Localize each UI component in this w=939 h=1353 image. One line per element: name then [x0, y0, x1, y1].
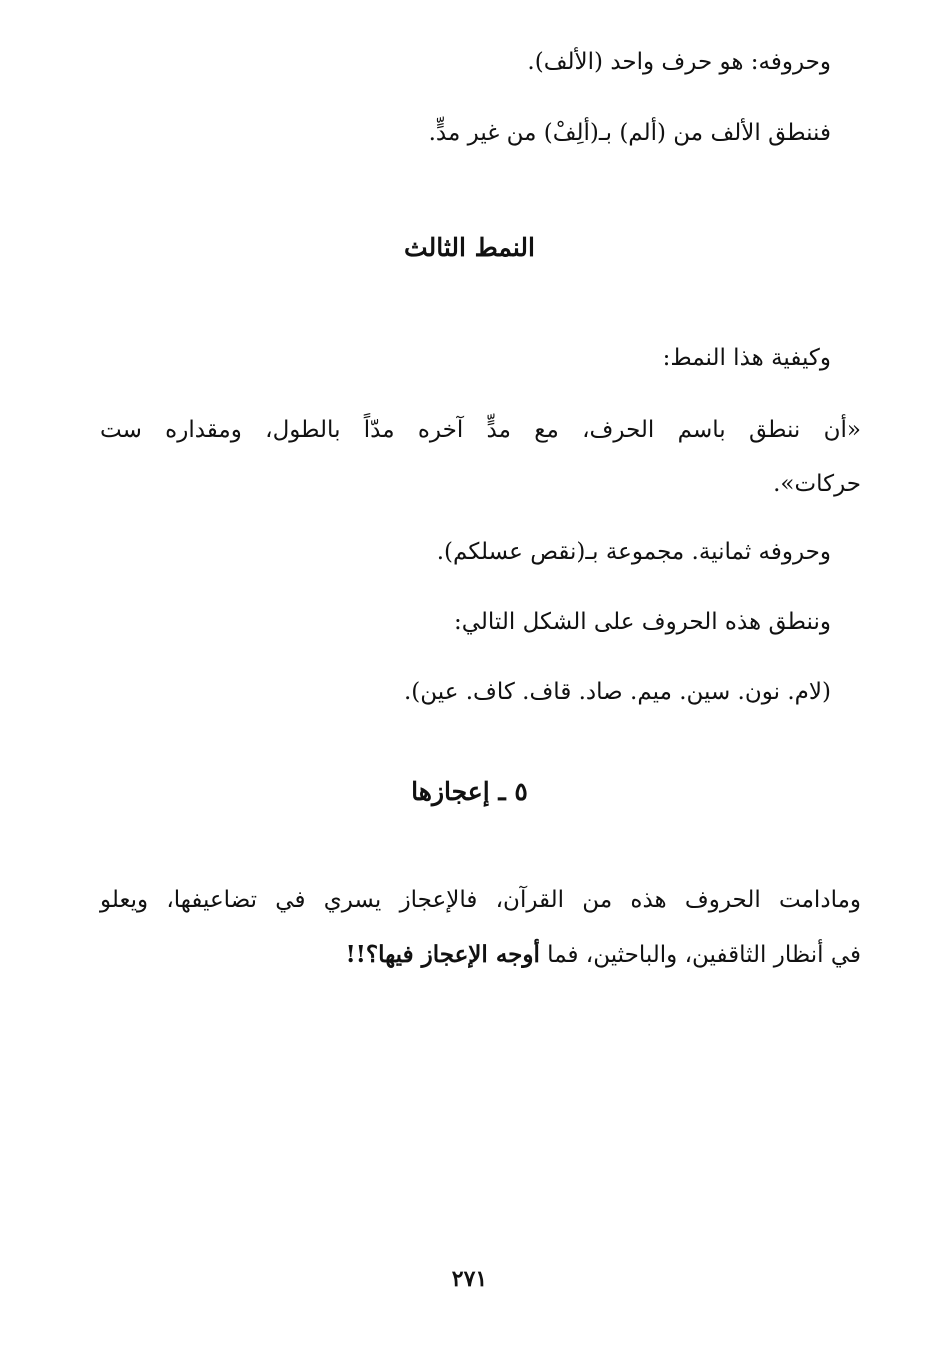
- miracle-question-bold: أوجه الإعجاز فيها؟!!: [345, 941, 540, 968]
- paragraph-miracle-line-2: [100, 935, 861, 975]
- quote-line-2: حركات».: [773, 471, 861, 497]
- miracle-line-2-text: في أنظار الثاقفين، والباحثين، فما: [539, 942, 861, 968]
- page-number: ٢٧١: [451, 1266, 488, 1292]
- paragraph-eight-letters: وحروفه ثمانية. مجموعة بـ(نقص عسلكم).: [436, 539, 831, 565]
- paragraph-letters-alif: وحروفه: هو حرف واحد (الألف).: [527, 49, 831, 75]
- section-heading-miracle: ٥ ـ إعجازها: [411, 777, 528, 806]
- section-heading-third-pattern: النمط الثالث: [404, 233, 535, 262]
- quote-line-1: «أن ننطق باسم الحرف، مع مدٍّ آخره مدّاً بالطول، ومقداره ست: [100, 417, 861, 443]
- paragraph-pronounce-alif: فننطق الألف من (ألم) بـ(ألِفْ) من غير مدٍّ.: [428, 120, 831, 146]
- paragraph-pronunciation-form: وننطق هذه الحروف على الشكل التالي:: [453, 609, 831, 635]
- paragraph-pattern-method: وكيفية هذا النمط:: [662, 345, 831, 371]
- letter-names-list: (لام. نون. سين. ميم. صاد. قاف. كاف. عين).: [403, 679, 831, 705]
- paragraph-miracle-line-1: ومادامت الحروف هذه من القرآن، فالإعجاز يسري في تضاعيفها، ويعلو: [100, 887, 861, 913]
